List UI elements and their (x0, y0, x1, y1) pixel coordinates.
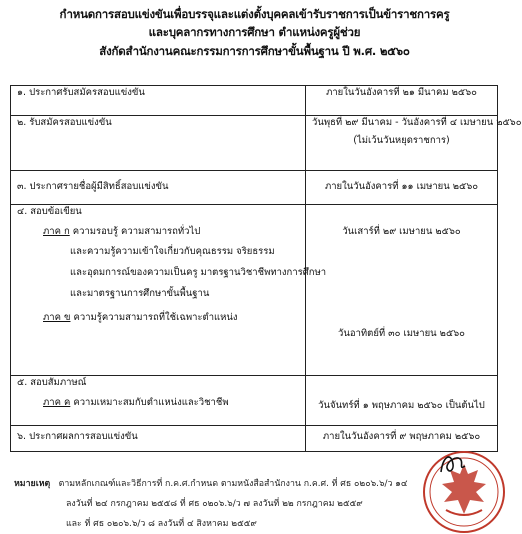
signature-icon (437, 446, 471, 480)
row-date: วันจันทร์ที่ ๑ พฤษภาคม ๒๕๖๐ เป็นต้นไป (306, 375, 498, 425)
footnote-line-1: ตามหลักเกณฑ์และวิธีการที่ ก.ค.ศ.กำหนด ตามหนังสือสำนักงาน ก.ค.ศ. ที่ ศธ ๐๒๐๖.๖/ว ๑๔ (58, 479, 408, 489)
part-a-line-2: และความรู้ความเข้าใจเกี่ยวกับคุณธรรม จริยธรรม (70, 245, 275, 257)
schedule-table (10, 85, 522, 452)
row-label: ๔. สอบข้อเขียน (17, 205, 82, 217)
part-c-tag: ภาค ค (43, 396, 71, 408)
table-row (11, 171, 498, 204)
row-date-note: (ไม่เว้นวันหยุดราชการ) (353, 135, 450, 147)
part-b-date: วันอาทิตย์ที่ ๓๐ เมษายน ๒๕๖๐ (338, 327, 465, 339)
footnote-line-2: ลงวันที่ ๒๔ กรกฎาคม ๒๕๕๘ ที่ ศธ ๐๒๐๖.๖/ว ๗ ลงวันที่ ๒๒ กรกฎาคม ๒๕๕๙ (66, 499, 363, 509)
row-date: ภายในวันอังคารที่ ๑๑ เมษายน ๒๕๖๐ (306, 171, 498, 204)
part-a-line (17, 225, 299, 239)
part-b-line (17, 311, 299, 325)
part-a-line-3: และอุดมการณ์ของความเป็นครู มาตรฐานวิชาชีพทางการศึกษา (70, 266, 327, 278)
row-date: ภายในวันอังคารที่ ๙ พฤษภาคม ๒๕๖๐ (306, 425, 498, 451)
interview-cell (11, 375, 306, 425)
title-line-2: และบุคลากรทางการศึกษา ตำแหน่งครูผู้ช่วย (148, 25, 361, 39)
written-exam-dates (306, 204, 498, 375)
row-date: วันพุธที่ ๒๙ มีนาคม - วันอังคารที่ ๔ เมษายน ๒๕๖๐ (312, 117, 522, 129)
written-exam-cell (11, 204, 327, 375)
footnote (14, 474, 408, 534)
row-label: ๖. ประกาศผลการสอบแข่งขัน (11, 425, 306, 451)
row-date-cell (306, 116, 522, 171)
row-date: ภายในวันอังคารที่ ๒๑ มีนาคม ๒๕๖๐ (306, 86, 498, 116)
part-b-tag: ภาค ข (43, 311, 71, 323)
table-row (11, 116, 498, 171)
row-label: ๓. ประกาศรายชื่อผู้มีสิทธิ์สอบแข่งขัน (11, 171, 306, 204)
table-row (11, 375, 498, 425)
footnote-label: หมายเหตุ (14, 479, 51, 489)
footnote-line-3: และ ที่ ศธ ๐๒๐๖.๖/ว ๘ ลงวันที่ ๔ สิงหาคม ๒๕๕๙ (66, 519, 257, 529)
part-a-line-4: และมาตรฐานการศึกษาขั้นพื้นฐาน (70, 287, 210, 299)
part-c-text: ความเหมาะสมกับตำแหน่งและวิชาชีพ (73, 396, 229, 408)
table-row (11, 86, 498, 116)
row-label: ๕. สอบสัมภาษณ์ (17, 376, 87, 388)
title-line-1: กำหนดการสอบแข่งขันเพื่อบรรจุและแต่งตั้งบุคคลเข้ารับราชการเป็นข้าราชการครู (59, 7, 450, 21)
part-a-text: ความรอบรู้ ความสามารถทั่วไป (72, 225, 201, 237)
row-label: ๑. ประกาศรับสมัครสอบแข่งขัน (11, 86, 306, 116)
part-b-text: ความรู้ความสามารถที่ใช้เฉพาะตำแหน่ง (73, 311, 238, 323)
title-line-3: สังกัดสำนักงานคณะกรรมการการศึกษาขั้นพื้นฐาน ปี พ.ศ. ๒๕๖๐ (99, 44, 410, 58)
table-row (11, 204, 498, 375)
part-c-line (17, 396, 299, 410)
row-label: ๒. รับสมัครสอบแข่งขัน (11, 116, 306, 171)
part-a-tag: ภาค ก (43, 225, 70, 237)
part-a-date: วันเสาร์ที่ ๒๙ เมษายน ๒๕๖๐ (342, 225, 461, 237)
